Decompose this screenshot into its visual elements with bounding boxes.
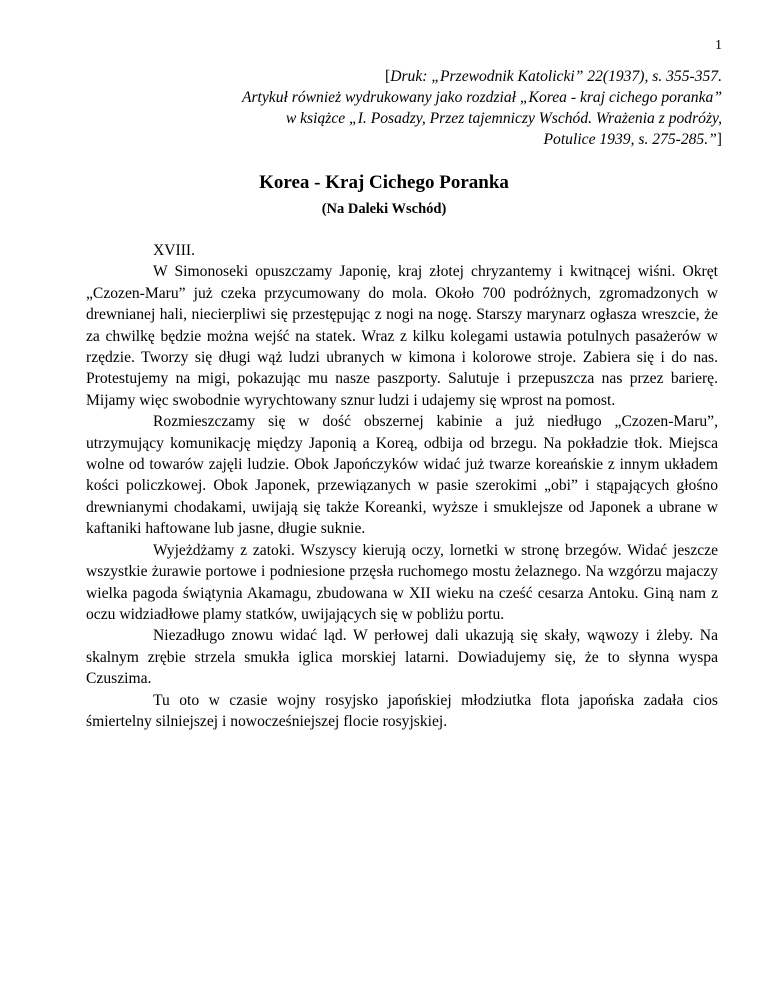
- source-note-line-3: w książce „I. Posadzy, Przez tajemniczy Wschód. Wrażenia z podróży,: [285, 110, 722, 127]
- paragraph: Tu oto w czasie wojny rosyjsko japońskiej młodziutka flota japońska zadała cios śmiertelny silniejszej i nowocześniejszej flocie rosyjskiej.: [86, 691, 718, 730]
- chapter-number: XVIII.: [153, 242, 195, 259]
- page-title: Korea - Kraj Cichego Poranka: [259, 172, 509, 193]
- page-subtitle: (Na Daleki Wschód): [321, 201, 447, 217]
- source-note-line-4-text: Potulice 1939, s. 275-285.”: [543, 131, 717, 148]
- source-note-line-1-text: Druk: „Przewodnik Katolicki” 22(1937), s. 355-357.: [390, 68, 722, 85]
- article-body: [86, 240, 718, 732]
- page-number: 1: [715, 38, 722, 53]
- paragraph: Rozmieszczamy się w dość obszernej kabinie a już niedługo „Czozen-Maru”, utrzymujący komunikację między Japonią a Koreą, odbija od brzegu. Na pokładzie tłok. Miejsca wolne od towarów zajęli ludzie. Obok Japończyków widać już twarze koreańskie z innym układem kości policzkowej. Obok Japonek, przewiązanych w pasie szerokimi „obi” i stąpających głośno drewnianymi chodakami, uwijają się także Koreanki, wyższe i smuklejsze od Japonek a ubrane w kaftaniki haftowane lub jasne, długie suknie.: [86, 413, 718, 538]
- title-block: [0, 170, 768, 220]
- source-note: [102, 66, 722, 150]
- source-note-open-bracket: [: [385, 68, 391, 85]
- paragraph: W Simonoseki opuszczamy Japonię, kraj złotej chryzantemy i kwitnącej wiśni. Okręt „Czozen-Maru” już czeka przycumowany do mola. Około 700 podróżnych, zgromadzonych w drewnianej hali, niecierpliwi się przestępując z nogi na nogę. Starszy marynarz ogłasza wreszcie, że za chwilkę będzie można wejść na statek. Wraz z kilku kolegami ustawia potulnych pasażerów w rzędzie. Tworzy się długi wąż ludzi ubranych w kimona i kolorowe stroje. Zabiera się i do nas. Protestujemy na migi, pokazując mu nasze paszporty. Salutuje i przepuszcza nas przez barierę. Mijamy więc swobodnie wyrychtowany sznur ludzi i udajemy się wprost na pomost.: [86, 263, 718, 409]
- paragraph: Wyjeżdżamy z zatoki. Wszyscy kierują oczy, lornetki w stronę brzegów. Widać jeszcze wszystkie żurawie portowe i podniesione przęsła ruchomego mostu żelaznego. Na wzgórzu majaczy wielka pagoda świątynia Akamagu, zbudowana w XII wieku na cześć cesarza Antoku. Giną nam z oczu widziadłowe plamy statków, uwijających się w pobliżu portu.: [86, 541, 718, 623]
- source-note-line-1: [102, 66, 722, 87]
- source-note-line-2: Artykuł również wydrukowany jako rozdział „Korea - kraj cichego poranka”: [241, 89, 722, 106]
- paragraph: Niezadługo znowu widać ląd. W perłowej dali ukazują się skały, wąwozy i żleby. Na skalnym zrębie strzela smukła iglica morskiej latarni. Dowiadujemy się, że to słynna wyspa Czuszima.: [86, 627, 718, 688]
- source-note-close-bracket: ]: [716, 131, 722, 148]
- source-note-line-4: [102, 129, 722, 150]
